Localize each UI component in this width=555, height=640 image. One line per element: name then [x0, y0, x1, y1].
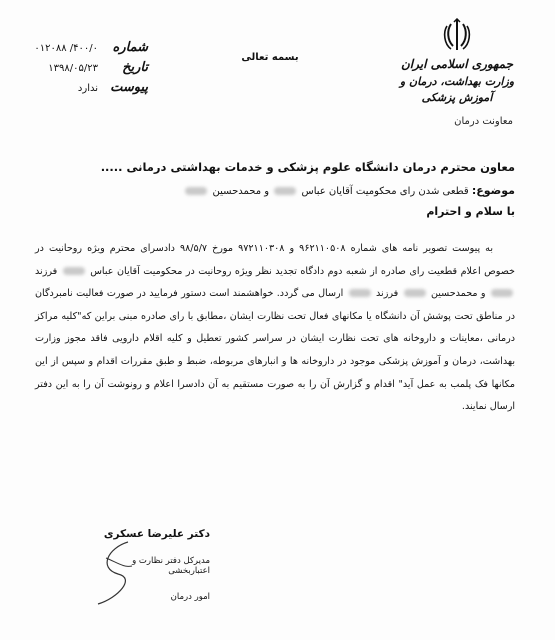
greeting: با سلام و احترام — [426, 205, 515, 218]
letter-body — [35, 160, 515, 419]
subject-label: موضوع: — [471, 184, 515, 197]
basmala: بسمه تعالی — [241, 52, 299, 63]
date-value: ۱۳۹۸/۰۵/۲۳ — [48, 63, 98, 74]
number-value: ۰۱۲۰۸۸ /۴۰۰/۰ — [34, 43, 98, 54]
signer-department: امور درمان — [170, 592, 210, 602]
subject-text-1: قطعی شدن رای محکومیت آقایان عباس — [301, 186, 469, 197]
redacted-name — [274, 187, 296, 195]
para-line: آن دادسرا اعلام و رونوشت آن را به این دفتر ارسال نمایند. — [35, 378, 515, 413]
redacted-name — [63, 267, 85, 275]
para-line: کلیه اقلام دارویی فاقد مجوز وزارت بهداشت، درمان و آموزش پزشکی موجود در داروخانه ها و انبارهای مربوطه، — [35, 333, 515, 367]
para-line: ارسال می گردد. خواهشمند است دستور فرمایید در — [136, 288, 344, 300]
ministry-header — [387, 18, 527, 127]
para-line: و محمدحسین — [430, 288, 486, 300]
para-line: به پیوست تصویر نامه های شماره ۹۶۲۱۱۰۵۰۸ و ۹۷۲۱۱۰۳۰۸ مورخ ۹۸/۵/۷ دادسرای محترم ویژه — [87, 243, 493, 254]
attachment-value: ندارد — [77, 83, 98, 94]
para-line: ضبط و طبق مقررات اقدام و سپس از این مکانها فک پلمب به عمل آید" اقدام و گزارش آن را به صورت مستقیم به — [35, 355, 515, 390]
meta-date — [28, 60, 148, 80]
addressee: معاون محترم درمان دانشگاه علوم پزشکی و خدمات بهداشتی درمانی ..... — [100, 160, 515, 174]
iran-emblem-icon — [442, 18, 472, 54]
redacted-name — [349, 289, 371, 297]
signer-name: دکتر علیرضا عسکری — [103, 528, 210, 540]
para-line: روحانیت در خصوص اعلام قطعیت رای صادره از شعبه دوم دادگاه تجدید نظر ویژه روحانیت در محکومیت آقایان — [35, 243, 515, 277]
signer-title: مدیرکل دفتر نظارت و اعتباربخشی — [132, 556, 210, 576]
deputy-name: معاونت درمان — [454, 116, 513, 127]
attachment-label: پیوست — [110, 80, 148, 95]
ministry-name: وزارت بهداشت، درمان و آموزش پزشکی — [399, 75, 515, 104]
subject-text-2: و محمدحسین — [212, 186, 270, 197]
redacted-name — [491, 289, 513, 297]
signature-block — [100, 528, 210, 602]
republic-name: جمهوری اسلامی ایران — [400, 57, 514, 71]
para-line: عباس — [90, 265, 114, 277]
letter-meta — [28, 40, 148, 100]
redacted-name — [404, 289, 426, 297]
date-label: تاریخ — [122, 60, 148, 75]
subject-line — [35, 184, 515, 197]
para-line: فرزند — [376, 288, 399, 300]
para-line: فرزند — [35, 265, 58, 277]
number-label: شماره — [112, 40, 148, 55]
para-line: صادره مبنی براین که"کلیه مراکز درمانی ،معاینات و داروخانه های تحت نظارت ایشان در سراسر کشور تعطیل و — [35, 310, 515, 345]
redacted-name — [185, 187, 207, 195]
letter-paragraph — [35, 238, 515, 419]
para-line: صورت فعالیت نامبردگان در مناطق تحت پوشش آن دانشگاه یا مکانهای فعال تحت نظارت ایشان ،مطابق با رای — [35, 288, 515, 322]
meta-number — [28, 40, 148, 60]
meta-attachment — [28, 80, 148, 100]
